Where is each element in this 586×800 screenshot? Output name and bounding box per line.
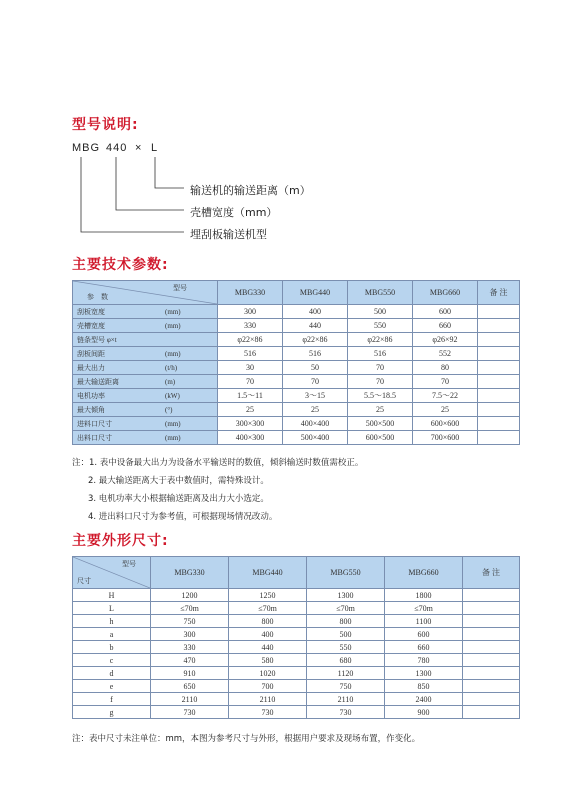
tech-remark-cell xyxy=(478,305,520,319)
dim-cell: 910 xyxy=(151,667,229,680)
dim-cell: ≤70m xyxy=(307,602,385,615)
tech-cell: 552 xyxy=(413,347,478,361)
tech-cell: φ22×86 xyxy=(218,333,283,347)
dim-cell: 2400 xyxy=(385,693,463,706)
tech-row xyxy=(73,361,520,375)
tech-cell: 300×300 xyxy=(218,417,283,431)
tech-cell: 500 xyxy=(348,305,413,319)
tech-row-label-cell xyxy=(73,305,218,319)
tech-corner-bottom: 参 数 xyxy=(87,293,108,301)
dim-cell: 730 xyxy=(229,706,307,719)
dim-row-label: h xyxy=(73,615,151,628)
tech-row xyxy=(73,319,520,333)
tech-notes xyxy=(72,456,363,528)
dim-cell: 440 xyxy=(229,641,307,654)
model-code-times: × xyxy=(135,142,143,154)
model-code-width: 440 xyxy=(106,142,128,154)
tech-row xyxy=(73,431,520,445)
tech-row-label-cell xyxy=(73,375,218,389)
dim-cell: 680 xyxy=(307,654,385,667)
dim-row-label: H xyxy=(73,589,151,602)
tech-row-unit: (mm) xyxy=(165,433,181,442)
dim-row-label: d xyxy=(73,667,151,680)
tech-remark-cell xyxy=(478,403,520,417)
tech-section-title: 主要技术参数: xyxy=(72,257,169,273)
dim-header-row xyxy=(73,557,520,589)
dim-row-label: c xyxy=(73,654,151,667)
tech-cell: 70 xyxy=(348,375,413,389)
tech-cell: 600×600 xyxy=(413,417,478,431)
dim-cell: 750 xyxy=(307,680,385,693)
tech-remark-cell xyxy=(478,333,520,347)
tech-cell: 400 xyxy=(283,305,348,319)
tech-row-unit: (mm) xyxy=(165,307,181,316)
tech-col-header: MBG440 xyxy=(283,281,348,305)
dim-cell: 1250 xyxy=(229,589,307,602)
tech-cell: 70 xyxy=(413,375,478,389)
model-code-prefix: MBG xyxy=(72,142,101,154)
tech-cell: 516 xyxy=(218,347,283,361)
dim-cell: 780 xyxy=(385,654,463,667)
dim-cell: 900 xyxy=(385,706,463,719)
dim-remark-cell xyxy=(463,654,520,667)
tech-remark-cell xyxy=(478,361,520,375)
model-leader-lines xyxy=(0,0,586,260)
tech-row-label: 最大出力 xyxy=(77,363,105,372)
dim-row-label: g xyxy=(73,706,151,719)
tech-row-label-cell xyxy=(73,389,218,403)
dim-row xyxy=(73,602,520,615)
tech-cell: 7.5～22 xyxy=(413,389,478,403)
tech-cell: 500×500 xyxy=(348,417,413,431)
dim-cell: 580 xyxy=(229,654,307,667)
dim-section-title: 主要外形尺寸: xyxy=(72,533,169,549)
dim-cell: 400 xyxy=(229,628,307,641)
tech-cell: 70 xyxy=(218,375,283,389)
dim-remark-header: 备 注 xyxy=(463,557,520,589)
dim-cell: 2110 xyxy=(307,693,385,706)
tech-cell: 400×400 xyxy=(283,417,348,431)
model-code-length: L xyxy=(151,142,159,154)
tech-row-label-cell xyxy=(73,403,218,417)
explanation-type: 埋刮板输送机型 xyxy=(190,228,267,241)
tech-row-label-cell xyxy=(73,319,218,333)
tech-cell: 70 xyxy=(348,361,413,375)
dim-remark-cell xyxy=(463,693,520,706)
dim-remark-cell xyxy=(463,641,520,654)
dim-cell: 600 xyxy=(385,628,463,641)
dim-row xyxy=(73,589,520,602)
tech-row-unit: (°) xyxy=(165,405,173,414)
tech-cell: 400×300 xyxy=(218,431,283,445)
tech-row-unit: (t/h) xyxy=(165,363,178,372)
dim-cell: ≤70m xyxy=(151,602,229,615)
dim-col-header: MBG330 xyxy=(151,557,229,589)
tech-row xyxy=(73,389,520,403)
dim-cell: 700 xyxy=(229,680,307,693)
tech-row xyxy=(73,403,520,417)
dim-row xyxy=(73,641,520,654)
tech-remark-cell xyxy=(478,431,520,445)
dim-cell: 1300 xyxy=(385,667,463,680)
tech-cell: 440 xyxy=(283,319,348,333)
tech-cell: 330 xyxy=(218,319,283,333)
tech-row xyxy=(73,333,520,347)
tech-row-label-cell xyxy=(73,417,218,431)
dim-remark-cell xyxy=(463,706,520,719)
tech-remark-cell xyxy=(478,319,520,333)
tech-cell: 80 xyxy=(413,361,478,375)
tech-remark-cell xyxy=(478,389,520,403)
dim-remark-cell xyxy=(463,680,520,693)
dim-corner-bottom: 尺寸 xyxy=(77,577,91,585)
dim-cell: 2110 xyxy=(229,693,307,706)
tech-row-unit: (m) xyxy=(165,377,176,386)
tech-corner-top: 型号 xyxy=(173,284,187,292)
tech-remark-cell xyxy=(478,347,520,361)
dim-footnote: 注：表中尺寸未注单位：mm，本图为参考尺寸与外形，根据用户要求及现场布置，作变化。 xyxy=(72,734,421,744)
dim-cell: 1020 xyxy=(229,667,307,680)
tech-cell: 660 xyxy=(413,319,478,333)
dim-cell: 500 xyxy=(307,628,385,641)
tech-row xyxy=(73,347,520,361)
tech-remark-cell xyxy=(478,375,520,389)
tech-cell: 516 xyxy=(283,347,348,361)
dim-cell: 1200 xyxy=(151,589,229,602)
tech-cell: 600×500 xyxy=(348,431,413,445)
dim-remark-cell xyxy=(463,589,520,602)
tech-row-label: 刮板间距 xyxy=(77,349,105,358)
tech-cell: φ22×86 xyxy=(348,333,413,347)
tech-note: 3. 电机功率大小根据输送距离及出力大小选定。 xyxy=(88,494,269,504)
tech-note: 注：1. 表中设备最大出力为设备水平输送时的数值，倾斜输送时数值需校正。 xyxy=(72,458,364,468)
tech-row-label-cell xyxy=(73,361,218,375)
dim-cell: 2110 xyxy=(151,693,229,706)
tech-row-label: 出料口尺寸 xyxy=(77,433,112,442)
dim-cell: 300 xyxy=(151,628,229,641)
tech-col-header: MBG550 xyxy=(348,281,413,305)
dim-row xyxy=(73,706,520,719)
tech-cell: 25 xyxy=(348,403,413,417)
dim-cell: 850 xyxy=(385,680,463,693)
dim-col-header: MBG440 xyxy=(229,557,307,589)
tech-cell: 25 xyxy=(218,403,283,417)
tech-cell: 3～15 xyxy=(283,389,348,403)
tech-row-label: 刮板宽度 xyxy=(77,307,105,316)
tech-row xyxy=(73,305,520,319)
dimensions-table xyxy=(72,556,520,719)
tech-row-label: 最大输送距离 xyxy=(77,377,119,386)
tech-row xyxy=(73,375,520,389)
dim-row xyxy=(73,680,520,693)
dim-cell: 1100 xyxy=(385,615,463,628)
model-section-title: 型号说明: xyxy=(72,117,139,133)
explanation-width: 壳槽宽度（mm） xyxy=(190,206,278,219)
dim-cell: 800 xyxy=(307,615,385,628)
tech-header-row xyxy=(73,281,520,305)
tech-cell: 550 xyxy=(348,319,413,333)
dim-row-label: e xyxy=(73,680,151,693)
dim-cell: ≤70m xyxy=(385,602,463,615)
tech-row-label-cell xyxy=(73,347,218,361)
dim-row-label: a xyxy=(73,628,151,641)
dim-cell: 550 xyxy=(307,641,385,654)
explanation-length: 输送机的输送距离（m） xyxy=(190,184,311,197)
dim-cell: 470 xyxy=(151,654,229,667)
tech-row-label: 最大倾角 xyxy=(77,405,105,414)
tech-row-label: 链条型号 φ×t xyxy=(77,335,117,344)
tech-cell: φ22×86 xyxy=(283,333,348,347)
tech-row-label: 进料口尺寸 xyxy=(77,419,112,428)
tech-cell: 30 xyxy=(218,361,283,375)
tech-row-label: 电机功率 xyxy=(77,391,105,400)
tech-row-label-cell xyxy=(73,333,218,347)
dim-remark-cell xyxy=(463,628,520,641)
dim-row xyxy=(73,667,520,680)
tech-cell: 300 xyxy=(218,305,283,319)
dim-cell: 730 xyxy=(151,706,229,719)
tech-note: 2. 最大输送距离大于表中数值时，需特殊设计。 xyxy=(88,476,269,486)
tech-note: 4. 进出料口尺寸为参考值，可根据现场情况改动。 xyxy=(88,512,278,522)
dim-remark-cell xyxy=(463,615,520,628)
dim-remark-cell xyxy=(463,602,520,615)
dim-cell: 1300 xyxy=(307,589,385,602)
tech-cell: 5.5～18.5 xyxy=(348,389,413,403)
dim-cell: 660 xyxy=(385,641,463,654)
tech-row-unit: (kW) xyxy=(165,391,180,400)
tech-cell: 25 xyxy=(413,403,478,417)
tech-row-unit: (mm) xyxy=(165,419,181,428)
tech-cell: 25 xyxy=(283,403,348,417)
tech-cell: 700×600 xyxy=(413,431,478,445)
tech-cell: 70 xyxy=(283,375,348,389)
dim-cell: 750 xyxy=(151,615,229,628)
dim-row-label: L xyxy=(73,602,151,615)
dim-row-label: f xyxy=(73,693,151,706)
tech-col-header: MBG330 xyxy=(218,281,283,305)
dim-cell: 730 xyxy=(307,706,385,719)
tech-cell: 600 xyxy=(413,305,478,319)
tech-row-unit: (mm) xyxy=(165,321,181,330)
tech-cell: 500×400 xyxy=(283,431,348,445)
dim-col-header: MBG660 xyxy=(385,557,463,589)
dim-remark-cell xyxy=(463,667,520,680)
tech-cell: 50 xyxy=(283,361,348,375)
tech-remark-header: 备 注 xyxy=(478,281,520,305)
dim-row xyxy=(73,654,520,667)
tech-col-header: MBG660 xyxy=(413,281,478,305)
dim-cell: 1800 xyxy=(385,589,463,602)
tech-row-label: 壳槽宽度 xyxy=(77,321,105,330)
tech-cell: φ26×92 xyxy=(413,333,478,347)
tech-remark-cell xyxy=(478,417,520,431)
dim-row xyxy=(73,628,520,641)
tech-row-label-cell xyxy=(73,431,218,445)
dim-cell: 1120 xyxy=(307,667,385,680)
dim-corner-top: 型号 xyxy=(122,560,136,568)
tech-corner-cell xyxy=(73,281,218,305)
dim-cell: 650 xyxy=(151,680,229,693)
dim-col-header: MBG550 xyxy=(307,557,385,589)
tech-cell: 516 xyxy=(348,347,413,361)
tech-row xyxy=(73,417,520,431)
tech-params-table xyxy=(72,280,520,445)
dim-cell: ≤70m xyxy=(229,602,307,615)
dim-cell: 330 xyxy=(151,641,229,654)
tech-row-unit: (mm) xyxy=(165,349,181,358)
tech-cell: 1.5～11 xyxy=(218,389,283,403)
dim-corner-cell xyxy=(73,557,151,589)
dim-cell: 800 xyxy=(229,615,307,628)
dim-row xyxy=(73,693,520,706)
dim-row xyxy=(73,615,520,628)
dim-row-label: b xyxy=(73,641,151,654)
